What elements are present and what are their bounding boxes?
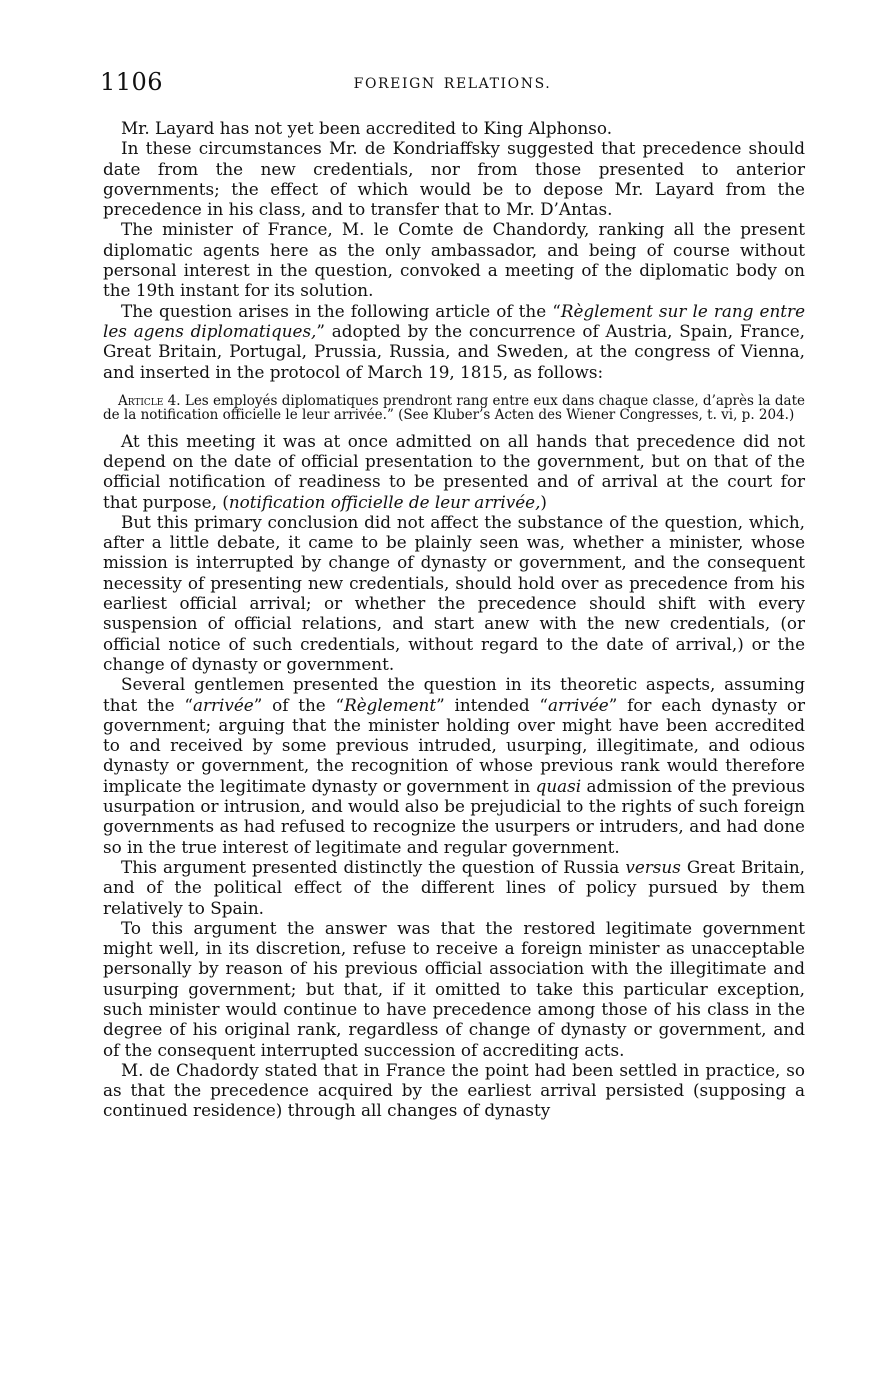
text-run: ) xyxy=(540,491,547,512)
paragraph-chandordy: The minister of France, M. le Comte de Chandordy, ranking all the present diplomatic agents here as the only ambassador, and being of course without personal interest in the question, convoked a meeting of the diplomatic body on the 19th instant for its solution. xyxy=(103,219,805,301)
paragraph-france-practice: M. de Chadordy stated that in France the point had been settled in practice, so as that the precedence acquired by the earliest arrival persisted (supposing a continued residence) through all changes of dynasty xyxy=(103,1059,805,1121)
paragraph-meeting xyxy=(103,431,805,512)
text-run: Several gentlemen presented the question in its theoretic aspects, assuming that the “ xyxy=(103,674,805,715)
text-run: ” intended “ xyxy=(436,694,548,715)
text-run: ” of the “ xyxy=(253,694,345,715)
paragraph-primary-conclusion: But this primary conclusion did not affect the substance of the question, which, after a little debate, it came to be plainly seen was, whether a minister, whose mission is interrupted by change of dynasty or government, and the consequent necessity of presenting new credentials, should hold over as precedence from his earliest official arrival; or whether the precedence should shift with every suspension of official relations, and start anew with the new credentials, (or official notice of such credentials, without regard to the date of arrival,) or the change of dynasty or government. xyxy=(103,511,805,674)
text-run: ” adopted by the concurrence of Austria, Spain, France, Great Britain, Portugal, Prussia, Russia, and Sweden, at the congress of Vienna, and inserted in the protocol of March 19, 1815, as follows: xyxy=(103,320,805,382)
text-run: admission of the previous usurpation or intrusion, and would also be prejudicial to the rights of such foreign governments as had refused to recognize the usurpers or intruders, and had done so in the true interest of legitimate and regular government. xyxy=(103,775,805,857)
italic-run: arrivée xyxy=(192,694,254,715)
body-text xyxy=(103,118,805,1121)
article-text: Les employés diplomatiques prendront rang entre eux dans chaque classe, d’après la date de la notification officielle le leur arrivée.” (See Kluber’s Acten des Wiener Congresses, t. vi, p. 204.) xyxy=(103,392,805,424)
page-number: 1106 xyxy=(100,68,164,96)
paragraph-reglement xyxy=(103,301,805,382)
text-run: This argument presented distinctly the question of Russia xyxy=(121,856,626,877)
paragraph-russia-versus xyxy=(103,857,805,918)
italic-run: versus xyxy=(625,856,681,877)
text-run: At this meeting it was at once admitted on all hands that precedence did not depend on the date of official presentation to the government, but on that of the official notification of readiness to be presented and of arrival at the court for that purpose, ( xyxy=(103,430,805,512)
italic-run: quasi xyxy=(535,775,582,796)
text-run: Great Britain, and of the political effect of the different lines of policy pursued by them relatively to Spain. xyxy=(103,856,805,918)
italic-run: Règlement sur le rang entre les agens diplomatiques, xyxy=(103,300,805,341)
italic-run: Règlement xyxy=(344,694,437,715)
text-run: The question arises in the following article of the “ xyxy=(121,300,561,321)
text-run: ” for each dynasty or government; arguing that the minister holding over might have been accredited to and received by some previous intruded, usurping, illegitimate, and odious dynasty or government, the recognition of whose previous rank would therefore implicate the legitimate dynasty or government in xyxy=(103,694,805,796)
italic-run: arrivée xyxy=(547,694,609,715)
paragraph-theoretic-aspects xyxy=(103,674,805,857)
article-label: Article 4. xyxy=(118,392,181,409)
running-head: FOREIGN RELATIONS. xyxy=(353,76,552,92)
page-header xyxy=(100,68,805,96)
paragraph-answer: To this argument the answer was that the restored legitimate government might well, in its discretion, refuse to receive a foreign minister as unacceptable personally by reason of his previous official association with the illegitimate and usurping government; but that, if it omitted to take this particular exception, such minister would continue to have precedence among those of his class in the degree of his original rank, regardless of change of dynasty or government, and of the consequent interrupted succession of accrediting acts. xyxy=(103,917,805,1060)
article-quote xyxy=(103,394,805,423)
italic-run: notification officielle de leur arrivée, xyxy=(228,491,541,512)
paragraph-layard: Mr. Layard has not yet been accredited to King Alphonso. xyxy=(121,118,613,138)
paragraph-kondriaffsky: In these circumstances Mr. de Kondriaffsky suggested that precedence should date from the new credentials, nor from those presented to anterior governments; the effect of which would be to depose Mr. Layard from the precedence in his class, and to transfer that to Mr. D’Antas. xyxy=(103,138,805,220)
